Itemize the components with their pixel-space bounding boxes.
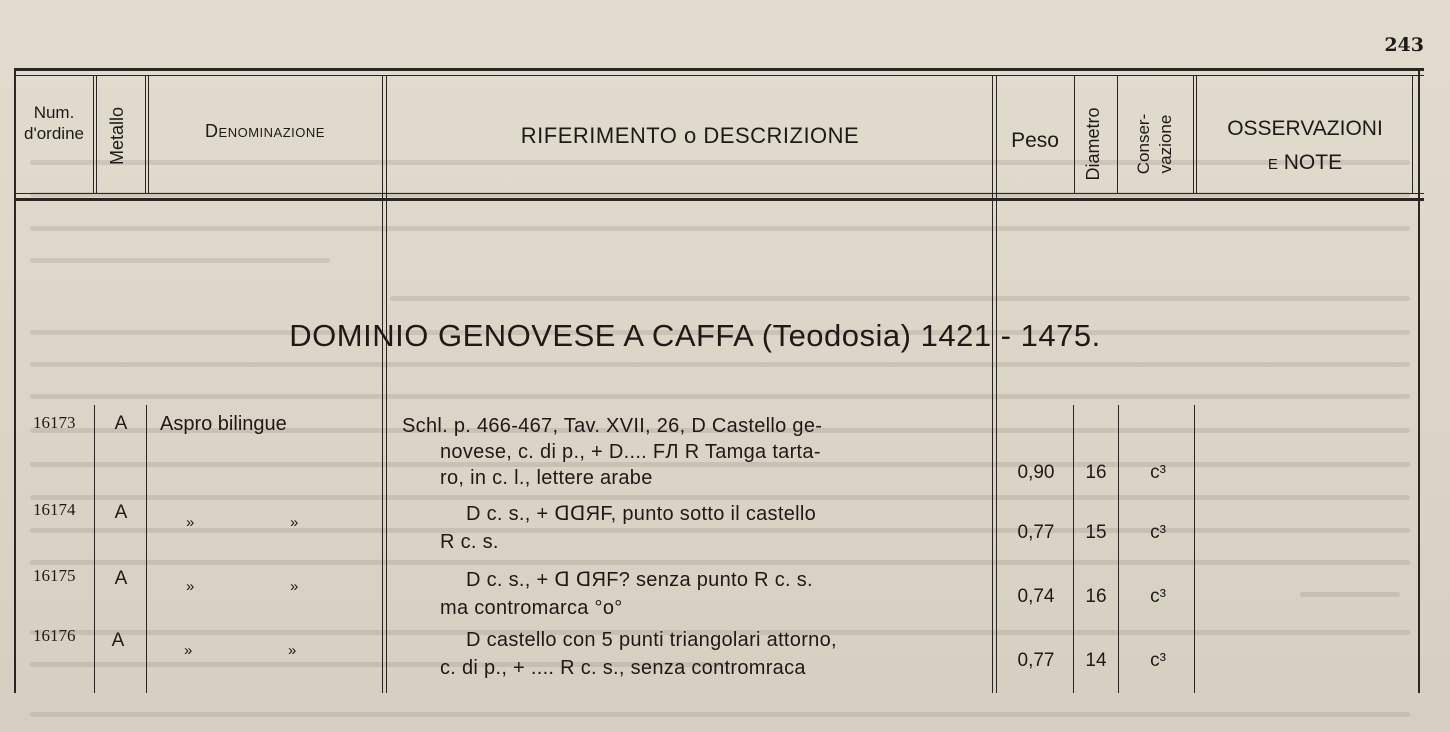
entry-metal: A <box>114 568 128 589</box>
header-col-sep <box>1193 75 1194 193</box>
entry-diameter: 15 <box>1085 522 1107 543</box>
section-title: DOMINIO GENOVESE A CAFFA (Teodosia) 1421 - 1475. <box>289 318 1101 353</box>
entry-denomination: Aspro bilingue <box>160 413 287 435</box>
header-conservazione-line-1: Conser- <box>1134 113 1153 175</box>
entry-description-line: D c. s., + ꓷ ꓷЯF? senza punto R c. s. <box>466 569 813 591</box>
data-col-sep <box>1194 405 1195 693</box>
desc-col-right-rule <box>996 75 997 693</box>
header-col-sep <box>148 75 149 193</box>
entry-weight: 0,74 <box>1017 586 1055 607</box>
header-riferimento: RIFERIMENTO o DESCRIZIONE <box>520 123 860 148</box>
page-number: 243 <box>1384 34 1424 56</box>
entry-description-line: c. di p., + .... R c. s., senza contromraca <box>440 657 806 679</box>
entry-description-line: ma contromarca °o° <box>440 597 623 619</box>
entry-weight: 0,77 <box>1017 650 1055 671</box>
header-num-ordine <box>16 102 92 145</box>
entry-diameter: 16 <box>1085 586 1107 607</box>
table-right-border <box>1418 68 1420 693</box>
entry-description-line: novese, c. di p., + D.... FЛ R Tamga tarta- <box>440 441 821 463</box>
table-left-border <box>14 68 16 693</box>
ditto-mark: » <box>290 514 299 531</box>
entry-weight: 0,90 <box>1017 462 1055 483</box>
header-col-sep <box>93 75 94 193</box>
header-denominazione: Denominazione <box>205 121 325 141</box>
header-col-sep <box>1074 75 1075 193</box>
entry-description-line: D castello con 5 punti triangolari attorno, <box>466 629 837 651</box>
header-diametro: Diametro <box>1083 107 1103 181</box>
entry-number: 16174 <box>33 500 76 519</box>
entry-metal: A <box>114 413 128 434</box>
header-conservazione-line-2: vazione <box>1156 114 1175 174</box>
header-col-sep <box>1196 75 1197 193</box>
header-bottom-rule-thick <box>14 198 1424 201</box>
entry-diameter: 14 <box>1085 650 1107 671</box>
entry-description-line: Schl. p. 466-467, Tav. XVII, 26, D Castello ge- <box>402 415 823 437</box>
header-peso: Peso <box>1011 129 1059 152</box>
data-col-sep <box>1118 405 1119 693</box>
header-col-sep <box>96 75 97 193</box>
header-num-line-2: d'ordine <box>24 124 84 144</box>
entry-conservation: c³ <box>1150 650 1166 671</box>
entry-diameter: 16 <box>1085 462 1107 483</box>
entry-description-line: D c. s., + ꓷꓷЯF, punto sotto il castello <box>466 503 817 525</box>
header-bottom-rule <box>14 193 1424 194</box>
header-col-sep <box>1412 75 1413 193</box>
data-col-sep <box>1073 405 1074 693</box>
header-metallo: Metallo <box>107 106 127 166</box>
entry-number: 16176 <box>33 626 76 645</box>
entry-conservation: c³ <box>1150 522 1166 543</box>
ditto-mark: » <box>288 642 297 659</box>
entry-description-line: R c. s. <box>440 531 499 553</box>
entry-conservation: c³ <box>1150 586 1166 607</box>
desc-col-left-rule <box>386 75 387 693</box>
entry-metal: A <box>114 502 128 523</box>
entry-number: 16173 <box>33 413 76 432</box>
entry-description-line: ro, in c. l., lettere arabe <box>440 467 653 489</box>
header-col-sep <box>1117 75 1118 193</box>
table-top-rule-inner <box>14 75 1424 76</box>
header-osservazioni <box>1198 112 1412 180</box>
header-osservazioni-line-1: OSSERVAZIONI <box>1227 117 1383 140</box>
table-top-rule <box>14 68 1424 71</box>
desc-col-left-rule <box>382 75 383 693</box>
entry-number: 16175 <box>33 566 76 585</box>
entry-weight: 0,77 <box>1017 522 1055 543</box>
ditto-mark: » <box>184 642 193 659</box>
entry-conservation: c³ <box>1150 462 1166 483</box>
header-col-sep <box>145 75 146 193</box>
data-col-sep <box>146 405 147 693</box>
ditto-mark: » <box>186 578 195 595</box>
ditto-mark: » <box>186 514 195 531</box>
desc-col-right-rule <box>992 75 993 693</box>
header-osservazioni-line-2: e NOTE <box>1267 151 1343 174</box>
entry-metal: A <box>111 630 125 651</box>
ditto-mark: » <box>290 578 299 595</box>
header-conservazione <box>1133 92 1181 196</box>
header-num-line-1: Num. <box>33 103 75 122</box>
